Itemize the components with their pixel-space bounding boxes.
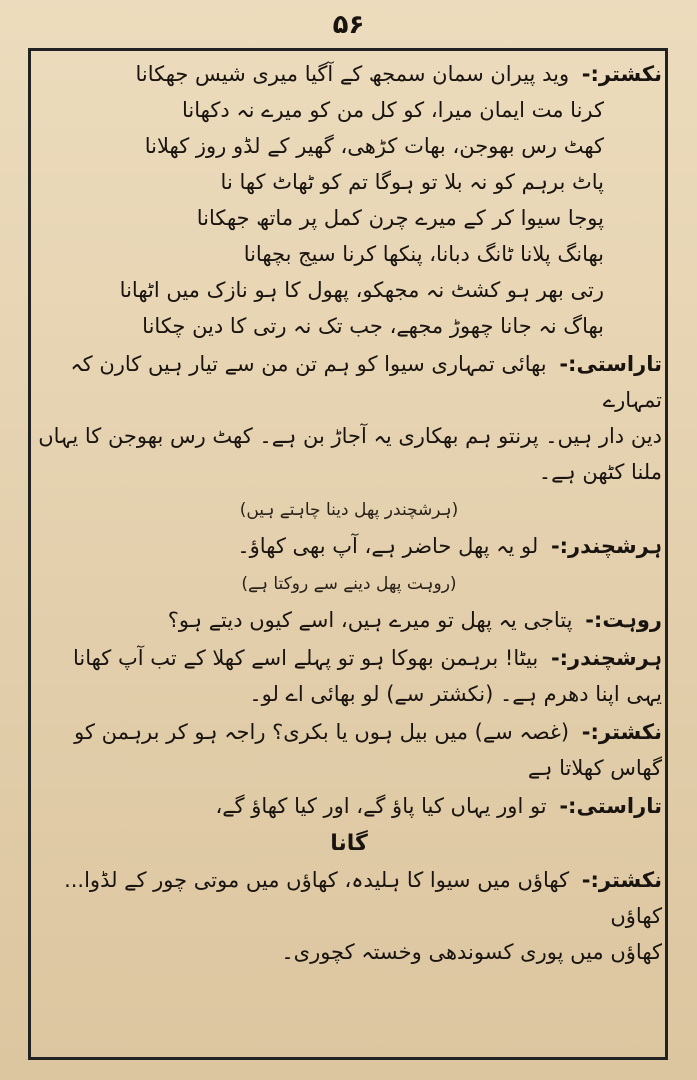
dialogue-block (36, 602, 662, 638)
dialogue-block (36, 528, 662, 564)
verse-line: بھاگ نہ جانا چھوڑ مجھے، جب تک نہ رتی کا دین چکانا (142, 314, 604, 338)
dialogue-line: یہی اپنا دھرم ہے۔ (نکشتر سے) لو بھائی اے لو۔ (249, 682, 662, 706)
dialogue-line: بیٹا! برہمن بھوکا ہو تو پہلے اسے کھلا کے تب آپ کھانا (72, 646, 539, 670)
stage-direction: (ہرشچندر پھل دینا چاہتے ہیں) (239, 500, 459, 520)
dialogue-block (36, 56, 662, 344)
verse-line: پاٹ برہم کو نہ بلا تو ہوگا تم کو ٹھاٹ کھا نا (220, 170, 604, 194)
dialogue-block (36, 788, 662, 824)
dialogue-line: (غصہ سے) میں بیل ہوں یا بکری؟ راجہ ہو کر برہمن کو گھاس کھلاتا ہے (74, 720, 662, 780)
verse-line: رتی بھر ہو کشٹ نہ مجھکو، پھول کا ہو نازک میں اٹھانا (119, 278, 604, 302)
verse-line: پوجا سیوا کر کے میرے چرن کمل پر ماتھ جھکانا (196, 206, 604, 230)
play-text (36, 56, 662, 1052)
dialogue-line: تو اور یہاں کیا پاؤ گے، اور کیا کھاؤ گے، (215, 794, 547, 818)
speaker-name: تاراستی:- (559, 352, 662, 376)
page-number: ۵۶ (332, 10, 365, 40)
speaker-name: نکشتر:- (581, 62, 662, 86)
dialogue-line: بھائی تمہاری سیوا کو ہم تن من سے تیار ہیں کارن کہ تمہارے (70, 352, 662, 412)
speaker-name: نکشتر:- (581, 868, 662, 892)
stage-direction: (روہت پھل دینے سے روکتا ہے) (241, 574, 457, 594)
dialogue-line: کھاؤں میں پوری کسوندھی وخستہ کچوری۔ (281, 940, 662, 964)
speaker-name: نکشتر:- (581, 720, 662, 744)
dialogue-block (36, 714, 662, 786)
speaker-name: تاراستی:- (559, 794, 662, 818)
speaker-name: ہرشچندر:- (550, 534, 662, 558)
dialogue-line: پتاجی یہ پھل تو میرے ہیں، اسے کیوں دیتے ہو؟ (167, 608, 573, 632)
verse-line: وید پیران سمان سمجھ کے آگیا میری شیس جھکانا (135, 62, 570, 86)
dialogue-line: ملنا کٹھن ہے۔ (538, 460, 662, 484)
verse-line: بھانگ پلانا ٹانگ دبانا، پنکھا کرنا سیج بچھانا (243, 242, 604, 266)
dialogue-block (36, 346, 662, 490)
speaker-name: ہرشچندر:- (550, 646, 662, 670)
dialogue-block (36, 862, 662, 970)
song-title: گانا (330, 831, 368, 856)
dialogue-block (36, 640, 662, 712)
verse-line: کھٹ رس بھوجن، بھات کڑھی، گھیر کے لڈو روز کھلانا (144, 134, 604, 158)
dialogue-line: کھاؤں میں سیوا کا ہلیدہ، کھاؤں میں موتی چور کے لڈوا... کھاؤں (64, 868, 662, 928)
verse-line: کرنا مت ایمان میرا، کو کل من کو میرے نہ دکھانا (182, 98, 604, 122)
dialogue-line: دین دار ہیں۔ پرنتو ہم بھکاری یہ آجاڑ بن ہے۔ کھٹ رس بھوجن کا یہاں (38, 424, 662, 448)
speaker-name: روہت:- (585, 608, 662, 632)
dialogue-line: لو یہ پھل حاضر ہے، آپ بھی کھاؤ۔ (237, 534, 539, 558)
